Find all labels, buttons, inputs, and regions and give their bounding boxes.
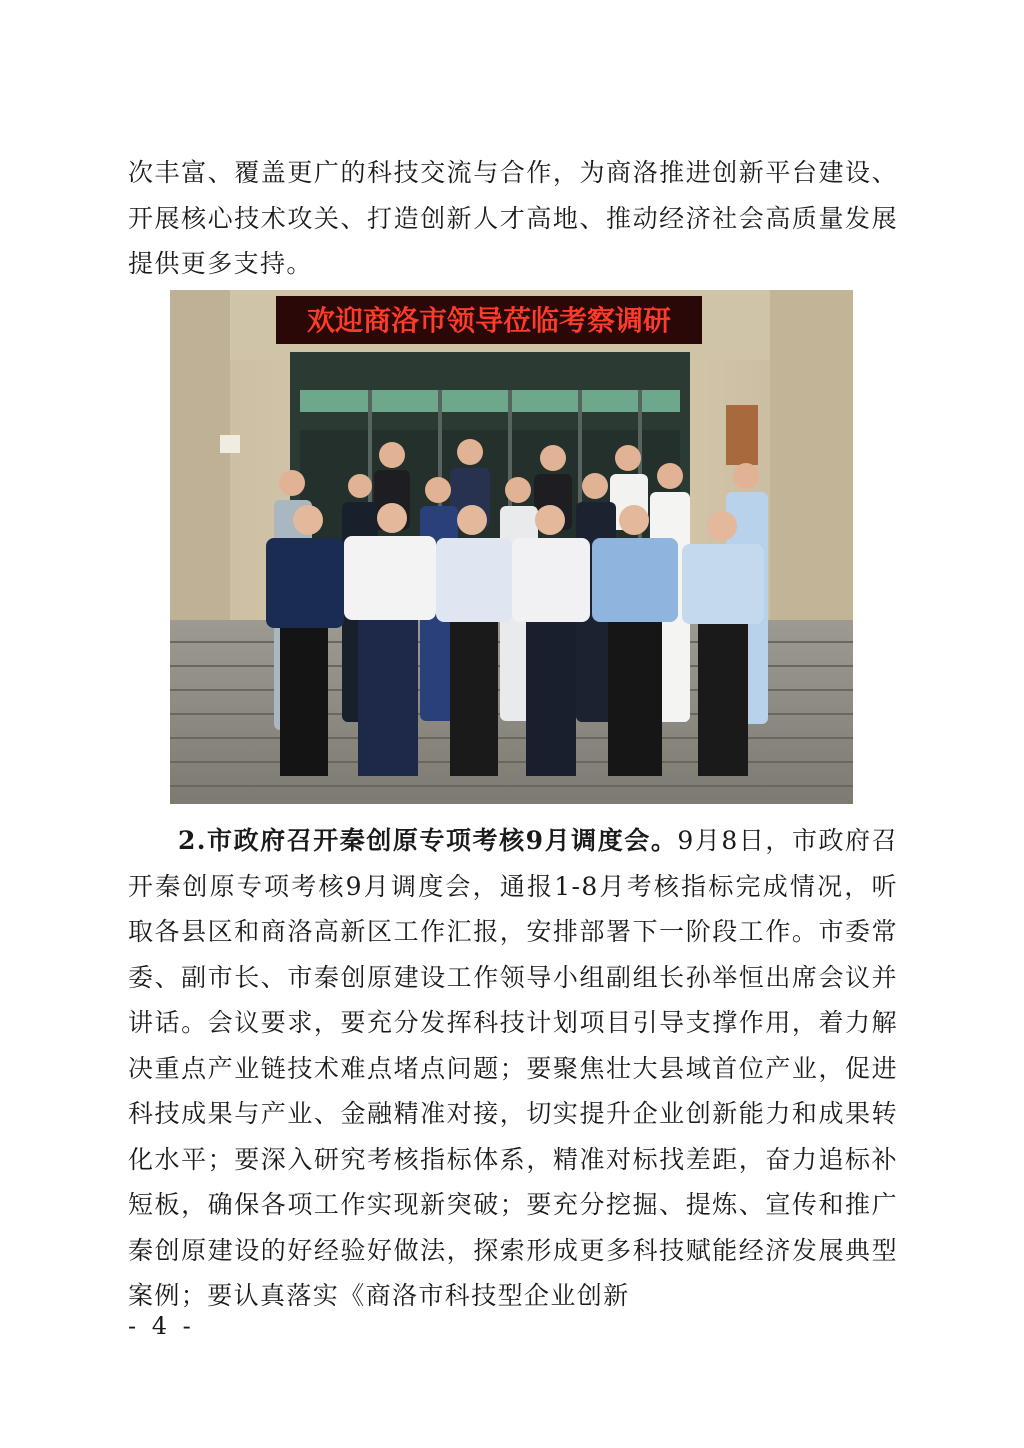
item-2-paragraph [128, 818, 898, 1319]
item-2-heading: 2.市政府召开秦创原专项考核9月调度会。 [178, 826, 678, 855]
item-2-body: 9月8日，市政府召开秦创原专项考核9月调度会，通报1-8月考核指标完成情况，听取各县区和商洛高新区工作汇报，安排部署下一阶段工作。市委常委、副市长、市秦创原建设工作领导小组副组长孙举恒出席会议并讲话。会议要求，要充分发挥科技计划项目引导支撑作用，着力解决重点产业链技术难点堵点问题；要聚焦壮大县域首位产业，促进科技成果与产业、金融精准对接，切实提升企业创新能力和成果转化水平；要深入研究考核指标体系，精准对标找差距，奋力追标补短板，确保各项工作实现新突破；要充分挖掘、提炼、宣传和推广秦创原建设的好经验好做法，探索形成更多科技赋能经济发展典型案例；要认真落实《商洛市科技型企业创新 [128, 826, 898, 1310]
welcome-banner-text: 欢迎商洛市领导莅临考察调研 [306, 304, 672, 337]
continuation-paragraph: 次丰富、覆盖更广的科技交流与合作，为商洛推进创新平台建设、开展核心技术攻关、打造创新人才高地、推动经济社会高质量发展提供更多支持。 [128, 158, 898, 278]
page-number: - 4 - [128, 1312, 195, 1340]
group-photo [170, 290, 853, 804]
